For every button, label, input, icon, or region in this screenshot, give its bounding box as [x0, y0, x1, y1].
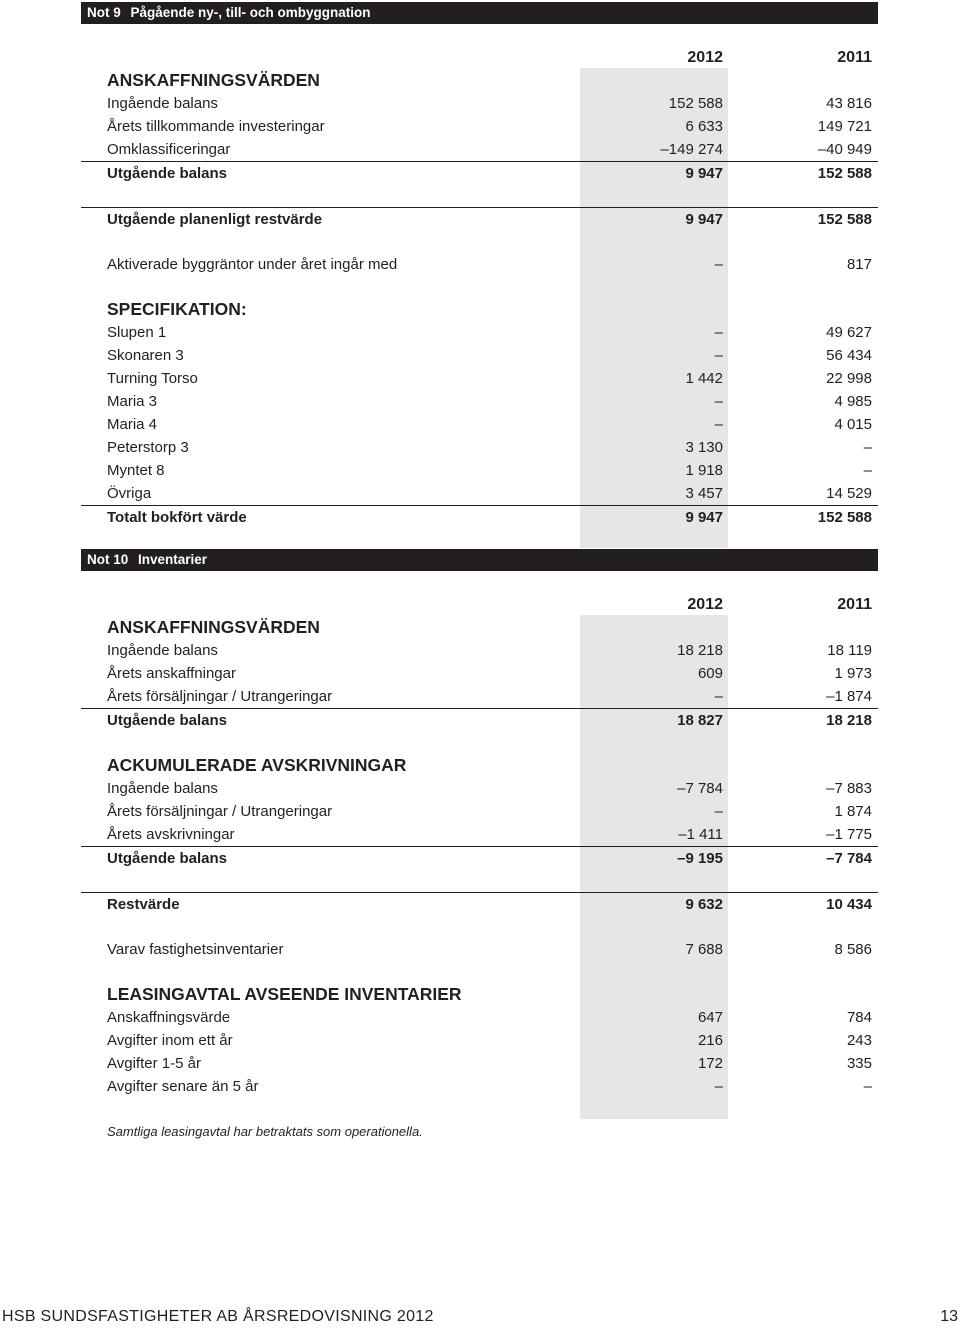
note-title: Pågående ny-, till- och ombyggnation	[130, 5, 371, 20]
table-row: Årets anskaffningar 609 1 973	[107, 665, 872, 682]
table-row-total: Utgående balans –9 195 –7 784	[81, 846, 878, 870]
year-2012: 2012	[687, 49, 723, 66]
note-title: Inventarier	[138, 552, 208, 567]
table-row: Peterstorp 3 3 130 –	[107, 439, 872, 456]
year-2011: 2011	[837, 49, 872, 66]
table-row: Ingående balans 18 218 18 119	[107, 642, 872, 659]
note-9-header	[81, 2, 878, 24]
table-row: Maria 4 – 4 015	[107, 416, 872, 433]
table-row: Övriga 3 457 14 529	[107, 485, 872, 502]
table-row: Turning Torso 1 442 22 998	[107, 370, 872, 387]
table-row: Slupen 1 – 49 627	[107, 324, 872, 341]
page-number: 13	[940, 1308, 958, 1325]
table-row: Myntet 8 1 918 –	[107, 462, 872, 479]
section-heading: LEASINGAVTAL AVSEENDE INVENTARIER	[107, 984, 462, 1004]
table-row: Aktiverade byggräntor under året ingår med – 817	[107, 256, 872, 273]
section-heading: ANSKAFFNINGSVÄRDEN	[107, 617, 320, 637]
page-footer	[0, 1306, 960, 1328]
table-row: Årets försäljningar / Utrangeringar – –1 874	[107, 688, 872, 705]
table-row: Ingående balans –7 784 –7 883	[107, 780, 872, 797]
year-header	[81, 46, 878, 69]
table-row: Avgifter 1-5 år 172 335	[107, 1055, 872, 1072]
note-10-table	[81, 593, 878, 1098]
note-10	[81, 549, 878, 1098]
year-2012: 2012	[687, 596, 723, 613]
table-row: Avgifter inom ett år 216 243	[107, 1032, 872, 1049]
year-header	[81, 593, 878, 616]
table-row: Årets avskrivningar –1 411 –1 775	[107, 826, 872, 843]
table-row-total: Utgående balans 18 827 18 218	[81, 708, 878, 732]
table-row: Omklassificeringar –149 274 –40 949	[107, 141, 872, 158]
table-row: Ingående balans 152 588 43 816	[107, 95, 872, 112]
footer-company: HSB SUNDSFASTIGHETER AB ÅRSREDOVISNING 2012	[2, 1308, 434, 1325]
table-row: Årets försäljningar / Utrangeringar – 1 874	[107, 803, 872, 820]
table-row-residual: Utgående planenligt restvärde 9 947 152 588	[81, 207, 878, 231]
table-row: Varav fastighetsinventarier 7 688 8 586	[107, 941, 872, 958]
year-2011: 2011	[837, 596, 872, 613]
table-row: Maria 3 – 4 985	[107, 393, 872, 410]
table-row: Avgifter senare än 5 år – –	[107, 1078, 872, 1095]
leasing-footnote: Samtliga leasingavtal har betraktats som operationella.	[107, 1124, 423, 1139]
note-9-table	[81, 46, 878, 529]
note-number: Not 9	[87, 5, 121, 20]
note-9	[81, 2, 878, 529]
table-row-restvarde: Restvärde 9 632 10 434	[81, 892, 878, 916]
table-row-total: Utgående balans 9 947 152 588	[81, 161, 878, 185]
section-heading: ANSKAFFNINGSVÄRDEN	[107, 70, 320, 90]
table-row: Anskaffningsvärde 647 784	[107, 1009, 872, 1026]
section-heading: SPECIFIKATION:	[107, 299, 247, 319]
section-heading: ACKUMULERADE AVSKRIVNINGAR	[107, 755, 407, 775]
table-row-total: Totalt bokfört värde 9 947 152 588	[81, 505, 878, 529]
table-row: Årets tillkommande investeringar 6 633 149 721	[107, 118, 872, 135]
note-10-header	[81, 549, 878, 571]
note-number: Not 10	[87, 552, 129, 567]
table-row: Skonaren 3 – 56 434	[107, 347, 872, 364]
